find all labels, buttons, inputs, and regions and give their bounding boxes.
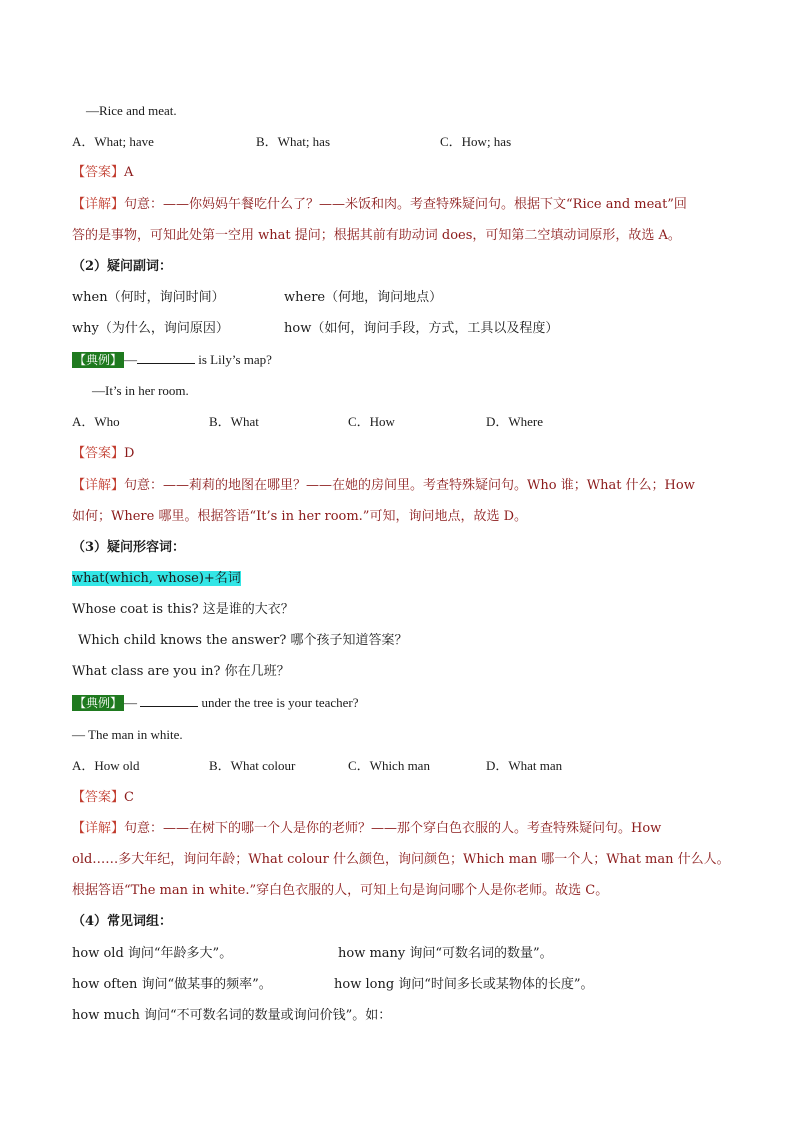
question-blank xyxy=(140,695,198,707)
sec3-example-3: What class are you in? 你在几班？ xyxy=(72,664,290,679)
question-suffix: under the tree is your teacher? xyxy=(198,695,359,710)
q3-detail-line-2: old……多大年纪，询问年龄；What colour 什么颜色，询问颜色；Which man 哪一个人；What man 什么人。 xyxy=(72,852,730,867)
q3-detail-line-1 xyxy=(72,821,661,837)
q3-answer xyxy=(72,790,134,806)
question-prefix: — xyxy=(124,695,141,710)
q2-question xyxy=(72,352,272,368)
q2-answer-line: —It’s in her room. xyxy=(92,383,189,398)
sec4-row-3: how much 询问“不可数名词的数量或询问价钱”。如： xyxy=(72,1008,392,1023)
q3-option-d: D．What man xyxy=(486,758,563,773)
q1-answer-line: —Rice and meat. xyxy=(86,103,177,118)
sec3-heading: （3）疑问形容词： xyxy=(72,540,186,555)
answer-label: 【答案】 xyxy=(72,790,125,805)
q2-option-a: A．Who xyxy=(72,414,120,429)
example-tag: 【典例】 xyxy=(74,696,123,710)
q2-option-b: B．What xyxy=(209,414,259,429)
q1-detail-line-1 xyxy=(72,197,687,213)
question-blank xyxy=(137,352,195,364)
how-old-item: how old 询问“年龄多大”。 xyxy=(72,946,233,961)
question-suffix: is Lily’s map? xyxy=(195,352,272,367)
detail-label: 【详解】 xyxy=(72,821,125,836)
q1-option-a: A．What; have xyxy=(72,134,154,149)
q2-answer xyxy=(72,446,134,462)
answer-value: A xyxy=(124,165,134,180)
detail-text: 句意：——在树下的哪一个人是你的老师？——那个穿白色衣服的人。考查特殊疑问句。How xyxy=(124,821,662,836)
where-item: where（何地，询问地点） xyxy=(284,290,443,305)
sec4-heading: （4）常见词组： xyxy=(72,914,173,929)
answer-value: D xyxy=(124,446,135,461)
q3-option-b: B．What colour xyxy=(209,758,296,773)
answer-label: 【答案】 xyxy=(72,165,125,180)
q1-option-b: B．What; has xyxy=(256,134,331,149)
how-long-item: how long 询问“时间多长或某物体的长度”。 xyxy=(334,977,594,992)
how-many-item: how many 询问“可数名词的数量”。 xyxy=(338,946,553,961)
answer-value: C xyxy=(124,790,134,805)
when-item: when（何时，询问时间） xyxy=(72,290,225,305)
detail-text: 句意：——你妈妈午餐吃什么了？——米饭和肉。考查特殊疑问句。根据下文“Rice and meat”回 xyxy=(124,197,687,212)
answer-label: 【答案】 xyxy=(72,446,125,461)
question-prefix: — xyxy=(124,352,138,367)
q2-option-d: D．Where xyxy=(486,414,544,429)
q2-detail-line-1 xyxy=(72,478,695,494)
sec2-heading: （2）疑问副词： xyxy=(72,259,173,274)
q3-detail-line-3: 根据答语“The man in white.”穿白色衣服的人，可知上句是询问哪个人是你老师。故选 C。 xyxy=(72,883,609,898)
q3-option-a: A．How old xyxy=(72,758,140,773)
q1-option-c: C．How; has xyxy=(440,134,512,149)
q1-answer xyxy=(72,165,133,181)
q3-answer-line: — The man in white. xyxy=(72,727,183,742)
q3-question xyxy=(72,695,359,711)
detail-text: 句意：——莉莉的地图在哪里？——在她的房间里。考查特殊疑问句。Who 谁；What 什么；How xyxy=(124,478,695,493)
sec3-example-1: Whose coat is this? 这是谁的大衣？ xyxy=(72,602,294,617)
q2-option-c: C．How xyxy=(348,414,395,429)
example-tag: 【典例】 xyxy=(74,353,123,367)
highlighted-rule: what(which, whose)+名词 xyxy=(72,571,241,586)
how-item: how（如何，询问手段，方式，工具以及程度） xyxy=(284,321,559,336)
sec3-rule xyxy=(72,571,241,587)
detail-label: 【详解】 xyxy=(72,197,125,212)
sec3-example-2: Which child knows the answer? 哪个孩子知道答案？ xyxy=(78,633,408,648)
q1-detail-line-2: 答的是事物，可知此处第一空用 what 提问；根据其前有助动词 does，可知第二空填动词原形，故选 A。 xyxy=(72,228,681,243)
q2-detail-line-2: 如何；Where 哪里。根据答语“It’s in her room.”可知，询问地点，故选 D。 xyxy=(72,509,528,524)
detail-label: 【详解】 xyxy=(72,478,125,493)
q3-option-c: C．Which man xyxy=(348,758,430,773)
why-item: why（为什么，询问原因） xyxy=(72,321,229,336)
how-often-item: how often 询问“做某事的频率”。 xyxy=(72,977,272,992)
